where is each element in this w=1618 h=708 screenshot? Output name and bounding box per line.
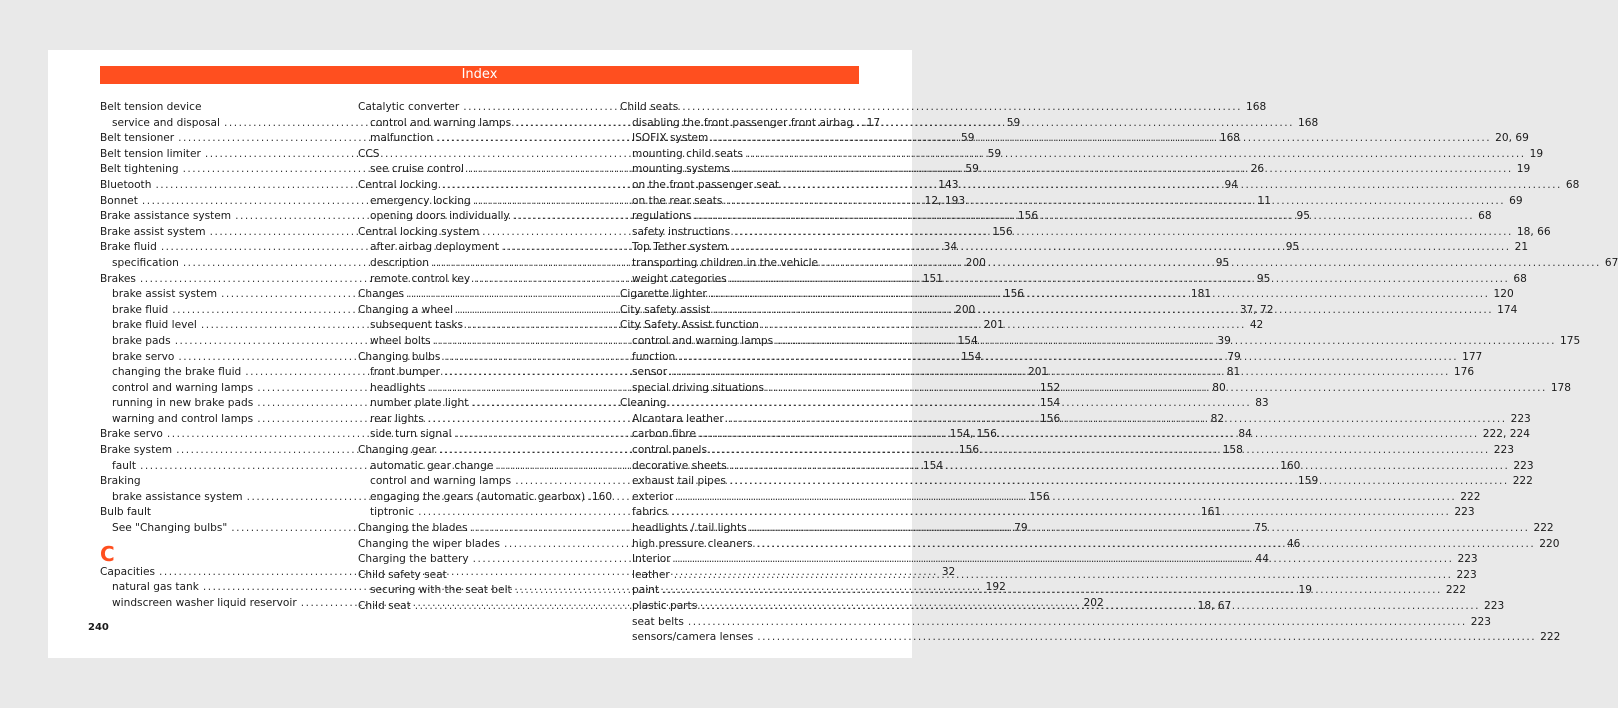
- dot-leader: [679, 350, 1458, 366]
- dot-leader: [711, 287, 1490, 303]
- dot-leader: [472, 396, 1251, 412]
- entry-term: remote control key: [370, 272, 471, 285]
- entry-term: Belt tension device: [100, 101, 202, 113]
- entry-term: fabrics: [632, 506, 668, 519]
- entry-term: headlights: [370, 381, 426, 394]
- entry-page-ref: 95: [1256, 272, 1271, 285]
- entry-page-ref: 32: [941, 565, 956, 578]
- dot-leader: [822, 256, 1601, 272]
- entry-term: Interior: [632, 553, 671, 566]
- entry-page-ref: 223: [1470, 615, 1491, 628]
- entry-page-ref: 94: [1224, 178, 1238, 191]
- entry-term: Changing bulbs: [358, 350, 441, 363]
- entry-page-ref: 95: [1296, 210, 1311, 223]
- entry-term: Belt tension limiter: [100, 147, 201, 160]
- entry-term: plastic parts: [632, 600, 698, 612]
- entry-term: regulations: [632, 210, 692, 223]
- dot-leader: [757, 630, 1536, 646]
- entry-page-ref: 160: [591, 490, 613, 503]
- entry-page-ref: 59: [987, 147, 1002, 160]
- entry-page-ref: 223: [1457, 553, 1478, 566]
- entry-term: Changes: [358, 288, 405, 301]
- dot-leader: [732, 240, 1511, 256]
- entry-term: Bulb fault: [100, 506, 152, 519]
- dot-leader: [734, 162, 1513, 178]
- entry-term: ISOFIX system: [632, 132, 709, 145]
- entry-page-ref: 26: [1250, 163, 1265, 176]
- entry-term: rear lights: [370, 412, 424, 425]
- dot-leader: [777, 334, 1556, 350]
- entry-page-ref: 223: [1454, 506, 1475, 519]
- entry-term: tiptronic: [370, 506, 415, 519]
- entry-page-ref: 222: [1512, 475, 1533, 488]
- entry-term: Changing gear: [358, 444, 436, 457]
- dot-leader: [756, 537, 1535, 553]
- entry-page-ref: 20, 69: [1495, 132, 1529, 145]
- entry-page-ref: 84: [1238, 428, 1252, 441]
- entry-term: See "Changing bulbs": [112, 522, 228, 535]
- entry-term: brake fluid: [112, 303, 169, 316]
- entry-page-ref: 154: [922, 459, 944, 472]
- entry-page-ref: 192: [985, 581, 1006, 594]
- entry-term: subsequent tasks: [370, 319, 464, 332]
- entry-term: Brakes: [100, 272, 136, 285]
- entry-term: Central locking: [358, 178, 438, 191]
- entry-page-ref: 201: [983, 319, 1004, 332]
- entry-page-ref: 222: [1540, 631, 1561, 644]
- entry-term: on the rear seats: [632, 194, 723, 207]
- entry-page-ref: 82: [1210, 412, 1225, 425]
- entry-page-ref: 156: [1029, 490, 1050, 503]
- entry-page-ref: 59: [960, 132, 975, 145]
- index-entry: [100, 505, 330, 521]
- entry-page-ref: 160: [1280, 459, 1301, 472]
- index-entry: [100, 100, 330, 116]
- entry-term: transporting children in the vehicle: [632, 256, 819, 269]
- entry-term: Child safety seat: [358, 568, 447, 581]
- entry-term: Central locking system: [358, 225, 480, 238]
- dot-leader: [467, 318, 1246, 334]
- entry-page-ref: 201: [1028, 366, 1049, 379]
- entry-page-ref: 158: [1222, 444, 1243, 457]
- index-entry: [620, 100, 850, 116]
- dot-leader: [714, 303, 1493, 319]
- entry-term: emergency locking: [370, 194, 471, 207]
- dot-leader: [712, 131, 1491, 147]
- index-entry: [358, 568, 588, 584]
- dot-leader: [675, 552, 1454, 568]
- entry-page-ref: 37, 72: [1239, 303, 1274, 316]
- entry-term: running in new brake pads: [112, 397, 254, 410]
- entry-term: carbon fibre: [632, 428, 696, 441]
- entry-page-ref: 143: [938, 178, 959, 191]
- dot-leader: [730, 474, 1509, 490]
- entry-term: exhaust tail pipes: [632, 475, 726, 488]
- dot-leader: [731, 459, 1510, 475]
- dot-leader: [663, 583, 1442, 599]
- entry-term: Belt tightening: [100, 163, 179, 176]
- entry-page-ref: 223: [1513, 459, 1534, 472]
- dot-leader: [768, 381, 1547, 397]
- entry-term: leather: [632, 568, 670, 581]
- entry-term: control panels: [632, 444, 707, 457]
- entry-term: opening doors individually: [370, 210, 510, 223]
- entry-page-ref: 95: [1215, 256, 1230, 269]
- index-entry: [620, 318, 850, 334]
- entry-page-ref: 220: [1539, 537, 1560, 550]
- entry-page-ref: 178: [1550, 381, 1572, 394]
- entry-page-ref: 223: [1510, 412, 1531, 425]
- dot-leader: [695, 209, 1474, 225]
- section-header: Index: [100, 66, 859, 84]
- entry-term: City safety assist: [620, 303, 711, 316]
- entry-page-ref: 200: [965, 256, 986, 269]
- entry-term: brake servo: [112, 350, 175, 363]
- index-subentry: [620, 116, 881, 132]
- entry-term: Brake fluid: [100, 241, 157, 254]
- entry-term: mounting child seats: [632, 147, 743, 160]
- entry-term: exterior: [632, 490, 674, 503]
- entry-term: front bumper: [370, 366, 440, 379]
- entry-term: brake pads: [112, 334, 171, 347]
- entry-term: special driving situations: [632, 381, 765, 394]
- entry-page-ref: 95: [1285, 241, 1300, 254]
- entry-term: Charging the battery: [358, 553, 469, 566]
- entry-term: seat belts: [632, 615, 684, 628]
- index-subentry: [358, 490, 613, 506]
- entry-page-ref: 39: [1217, 334, 1231, 347]
- entry-term: Braking: [100, 475, 141, 488]
- entry-term: Changing a wheel: [358, 303, 454, 316]
- entry-term: Brake assistance system: [100, 210, 232, 223]
- entry-page-ref: 120: [1493, 288, 1514, 301]
- dot-leader: [783, 178, 1562, 194]
- entry-page-ref: 222: [1533, 522, 1554, 535]
- entry-page-ref: 223: [1456, 568, 1477, 581]
- entry-page-ref: 68: [1565, 178, 1580, 191]
- entry-page-ref: 42: [1249, 319, 1264, 332]
- entry-page-ref: 156: [1039, 412, 1061, 425]
- entry-term: control and warning lamps: [370, 475, 512, 488]
- entry-page-ref: 11: [1257, 194, 1271, 207]
- dot-leader: [734, 225, 1513, 241]
- index-entry: [100, 474, 330, 490]
- entry-page-ref: 222: [1445, 584, 1467, 597]
- entry-page-ref: 154: [957, 334, 978, 347]
- dot-leader: [688, 615, 1467, 631]
- entry-page-ref: 75: [1254, 522, 1268, 535]
- entry-term: control and warning lamps: [112, 381, 254, 394]
- index-entry: [358, 147, 588, 163]
- dot-leader: [751, 521, 1530, 537]
- entry-page-ref: 223: [1484, 600, 1505, 612]
- entry-page-ref: 156: [1003, 288, 1025, 301]
- entry-page-ref: 69: [1509, 194, 1523, 207]
- entry-term: paint: [632, 584, 660, 597]
- entry-term: engaging the gears (automatic gearbox) .: [370, 490, 592, 503]
- entry-term: Top Tether system: [632, 241, 728, 254]
- entry-page-ref: 18, 66: [1516, 225, 1551, 238]
- dot-leader: [711, 443, 1490, 459]
- entry-page-ref: 34: [943, 241, 958, 254]
- entry-term: fault: [112, 459, 137, 472]
- entry-page-ref: 79: [1014, 522, 1028, 535]
- entry-page-ref: 154, 156: [949, 428, 997, 441]
- entry-term: Bluetooth: [100, 178, 152, 191]
- entry-term: control and warning lamps: [370, 116, 512, 129]
- entry-term: Cigarette lighter: [620, 288, 707, 301]
- entry-term: Capacities: [100, 565, 156, 578]
- dot-leader: [671, 365, 1450, 381]
- entry-page-ref: 79: [1227, 350, 1241, 363]
- index-entry: [358, 225, 588, 241]
- entry-page-ref: 151: [922, 272, 943, 285]
- entry-term: Belt tensioner: [100, 132, 175, 145]
- entry-term: Brake servo: [100, 428, 163, 441]
- entry-term: weight categories: [632, 272, 727, 285]
- page-number: 240: [88, 622, 109, 633]
- entry-page-ref: 168: [1246, 101, 1267, 113]
- entry-term: specification: [112, 256, 179, 269]
- dot-leader: [701, 599, 1480, 615]
- dot-leader: [677, 490, 1456, 506]
- entry-page-ref: 44: [1255, 553, 1269, 566]
- entry-term: number plate light: [370, 397, 469, 410]
- entry-page-ref: 223: [1493, 444, 1515, 457]
- entry-term: on the front passenger seat: [632, 178, 780, 191]
- dot-leader: [731, 272, 1510, 288]
- entry-page-ref: 159: [1297, 475, 1319, 488]
- entry-term: Catalytic converter: [358, 101, 460, 113]
- entry-term: disabling the front passenger front airbag . .: [632, 116, 867, 129]
- entry-term: after airbag deployment: [370, 241, 499, 254]
- entry-page-ref: 152: [1039, 381, 1061, 394]
- index-subentry: [620, 615, 1491, 631]
- entry-page-ref: 222: [1460, 490, 1481, 503]
- entry-term: mounting systems: [632, 163, 730, 176]
- dot-leader: [700, 427, 1479, 443]
- dot-leader: [672, 505, 1451, 521]
- entry-page-ref: 81: [1226, 366, 1241, 379]
- section-letter: C: [100, 541, 115, 566]
- entry-page-ref: 175: [1559, 334, 1581, 347]
- entry-page-ref: 18, 67: [1197, 600, 1232, 612]
- entry-page-ref: 222, 224: [1482, 428, 1530, 441]
- entry-term: description: [370, 256, 429, 269]
- entry-term: CCS: [358, 147, 380, 160]
- entry-term: natural gas tank: [112, 581, 199, 594]
- entry-term: control and warning lamps: [632, 334, 774, 347]
- entry-term: high pressure cleaners: [632, 537, 753, 550]
- dot-leader: [726, 194, 1505, 210]
- entry-page-ref: 202: [1083, 596, 1104, 609]
- entry-term: sensor: [632, 366, 668, 379]
- entry-term: headlights / tail lights: [632, 522, 747, 535]
- entry-term: safety instructions: [632, 225, 731, 238]
- entry-page-ref: 177: [1462, 350, 1483, 363]
- entry-term: Changing the blades: [358, 522, 468, 535]
- entry-term: side turn signal: [370, 428, 452, 441]
- entry-page-ref: 176: [1453, 366, 1475, 379]
- entry-term: function: [632, 350, 676, 363]
- entry-term: Brake assist system: [100, 225, 206, 238]
- entry-term: Bonnet: [100, 194, 138, 207]
- entry-term: automatic gear change: [370, 459, 494, 472]
- entry-page-ref: 19: [1516, 163, 1531, 176]
- entry-term: brake assist system: [112, 288, 218, 301]
- dot-leader: [728, 412, 1507, 428]
- entry-term: sensors/camera lenses: [632, 631, 754, 644]
- entry-page-ref: 154: [1040, 397, 1061, 410]
- entry-page-ref: 67: [1604, 256, 1618, 269]
- entry-term: changing the brake fluid: [112, 366, 242, 379]
- index-entry: [620, 396, 850, 412]
- entry-term: brake fluid level: [112, 319, 197, 332]
- entry-term: Changing the wiper blades: [358, 537, 501, 550]
- index-subentry: [620, 630, 1561, 646]
- entry-page-ref: 200: [955, 303, 976, 316]
- entry-term: City Safety Assist function: [620, 319, 759, 332]
- entry-term: malfunction: [370, 132, 434, 145]
- dot-leader: [463, 100, 1242, 116]
- entry-page-ref: 174: [1497, 303, 1518, 316]
- entry-page-ref: 83: [1255, 397, 1269, 410]
- entry-page-ref: 161: [1200, 506, 1222, 519]
- entry-term: Child seat: [358, 600, 411, 612]
- entry-page-ref: 68: [1478, 210, 1492, 223]
- entry-page-ref: 156: [958, 444, 980, 457]
- entry-page-ref: 168: [1297, 116, 1319, 129]
- entry-page-ref: 19: [1529, 147, 1544, 160]
- entry-term: decorative sheets: [632, 459, 727, 472]
- entry-page-ref: 68: [1513, 272, 1527, 285]
- entry-term: see cruise control: [370, 163, 464, 176]
- entry-term: warning and control lamps: [112, 412, 254, 425]
- entry-term: Alcantara leather: [632, 412, 724, 425]
- entry-term: Child seats: [620, 101, 679, 113]
- entry-page-ref: 21: [1514, 241, 1529, 254]
- entry-term: Cleaning: [620, 397, 667, 410]
- entry-term: service and disposal: [112, 116, 220, 129]
- entry-page-ref: 17: [866, 116, 881, 129]
- entry-page-ref: 181: [1190, 288, 1212, 301]
- entry-page-ref: 156: [1017, 210, 1039, 223]
- entry-page-ref: 46: [1286, 537, 1301, 550]
- entry-page-ref: 168: [1219, 132, 1241, 145]
- entry-page-ref: 156: [992, 225, 1013, 238]
- entry-term: wheel bolts: [370, 334, 431, 347]
- entry-term: securing with the seat belt: [370, 584, 512, 597]
- dot-leader: [747, 147, 1526, 163]
- entry-page-ref: 59: [1006, 116, 1021, 129]
- entry-page-ref: 19: [1298, 584, 1312, 597]
- entry-page-ref: 154: [961, 350, 982, 363]
- entry-term: windscreen washer liquid reservoir: [112, 596, 297, 609]
- entry-term: Brake system: [100, 444, 173, 457]
- dot-leader: [674, 568, 1453, 584]
- entry-page-ref: 59: [965, 163, 979, 176]
- entry-page-ref: 80: [1212, 381, 1226, 394]
- entry-page-ref: 12, 193: [924, 194, 966, 207]
- entry-term: brake assistance system: [112, 490, 243, 503]
